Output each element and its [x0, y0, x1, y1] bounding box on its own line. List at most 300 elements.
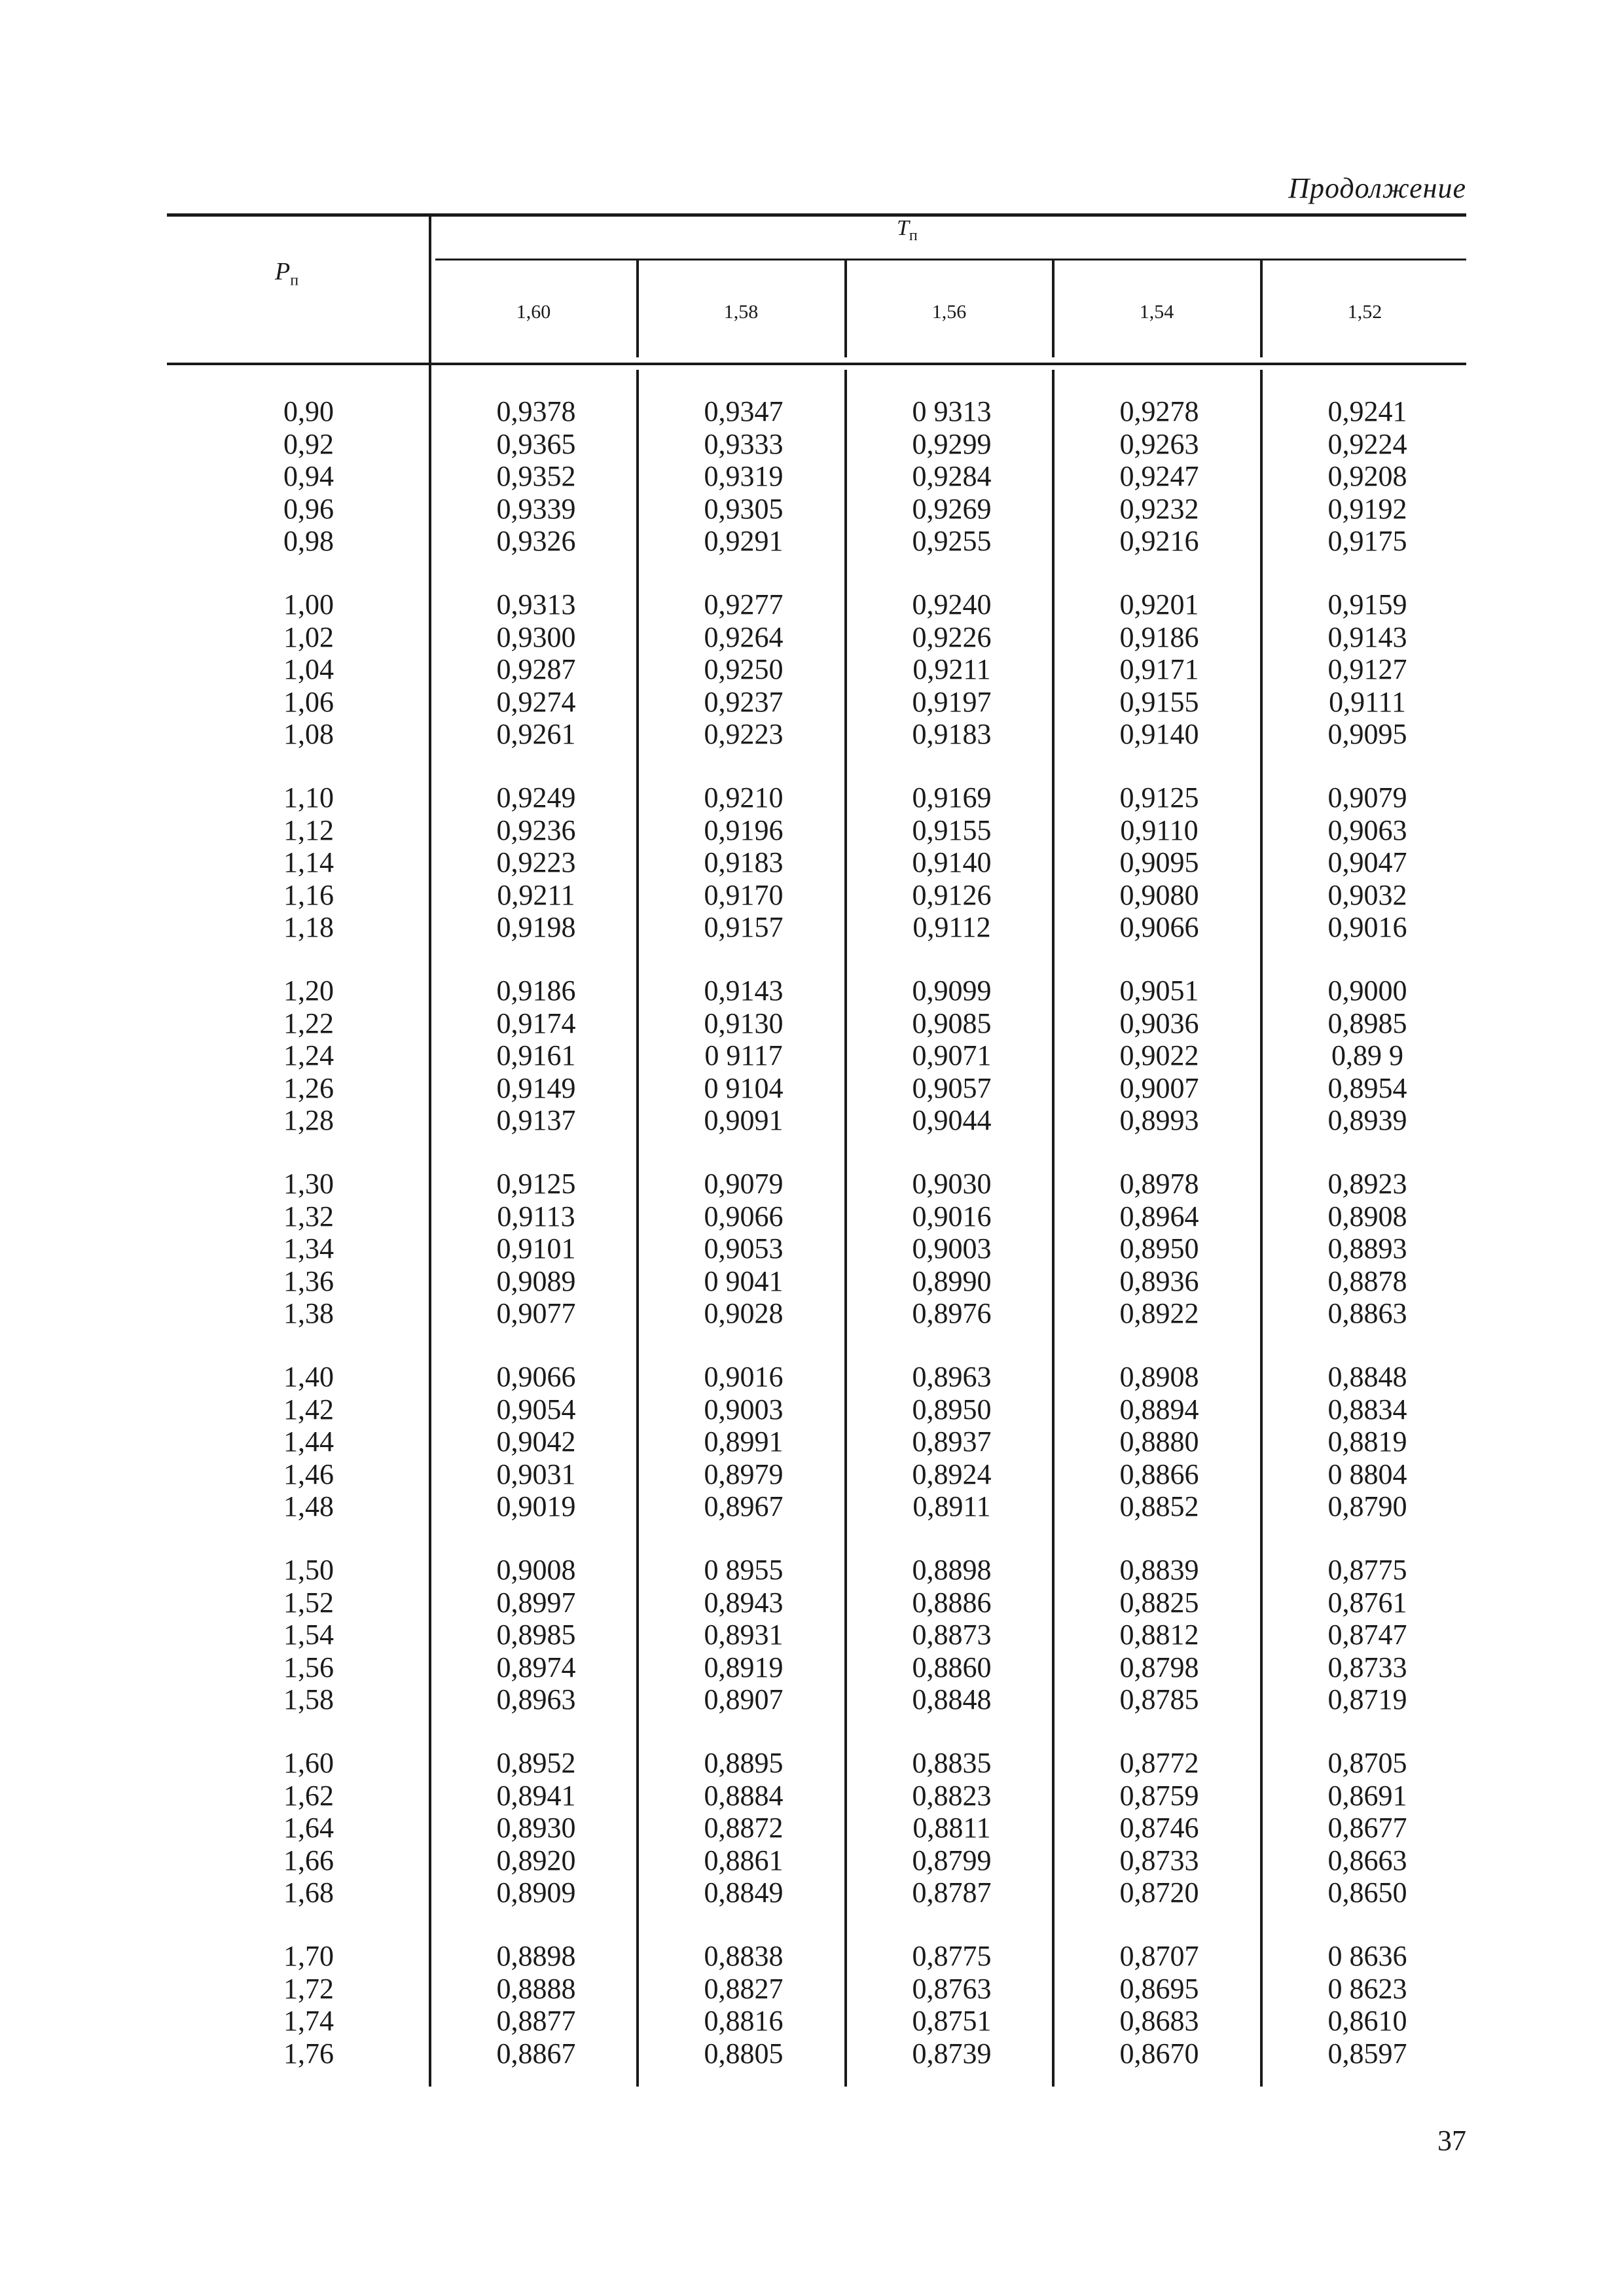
table-row	[0, 846, 1624, 879]
table-cell: 0,8763	[912, 1972, 992, 2005]
table-cell: 0,8941	[496, 1779, 576, 1812]
table-cell: 0,9099	[912, 975, 992, 1007]
table-cell: 0,9126	[912, 878, 992, 911]
table-cell: 0,8931	[704, 1619, 784, 1651]
table-cell: 0,9237	[704, 685, 784, 718]
column-divider	[636, 260, 639, 357]
table-cell: 0,8812	[1119, 1619, 1199, 1651]
table-cell: 0,8964	[1119, 1200, 1199, 1232]
table-cell: 0,8922	[1119, 1297, 1199, 1329]
pn-value: 1,30	[283, 1168, 334, 1200]
table-cell: 0,9174	[496, 1007, 576, 1039]
pn-value: 1,24	[283, 1039, 334, 1071]
table-cell: 0,8733	[1327, 1651, 1407, 1683]
table-cell: 0,9130	[704, 1007, 784, 1039]
table-cell: 0,9085	[912, 1007, 992, 1039]
table-cell: 0,8997	[496, 1586, 576, 1619]
table-cell: 0,9247	[1119, 460, 1199, 492]
table-row	[0, 1554, 1624, 1587]
row-group	[0, 1168, 1624, 1330]
pn-value: 1,20	[283, 975, 334, 1007]
table-cell: 0,8979	[704, 1458, 784, 1490]
table-cell: 0,8610	[1327, 2005, 1407, 2037]
table-cell: 0,9089	[496, 1265, 576, 1297]
pn-value: 1,48	[283, 1490, 334, 1522]
table-cell: 0,8866	[1119, 1458, 1199, 1490]
table-cell: 0,8849	[704, 1876, 784, 1909]
table-cell: 0,9143	[1327, 620, 1407, 653]
table-cell: 0,8705	[1327, 1747, 1407, 1779]
column-header-4: 1,54	[1139, 301, 1174, 323]
table-row	[0, 1265, 1624, 1298]
table-cell: 0,9339	[496, 492, 576, 525]
table-cell: 0,9079	[704, 1168, 784, 1200]
pn-value: 1,04	[283, 653, 334, 685]
table-cell: 0,8695	[1119, 1972, 1199, 2005]
table-row	[0, 1651, 1624, 1684]
row-group	[0, 781, 1624, 944]
table-cell: 0,8930	[496, 1812, 576, 1844]
pn-value: 1,62	[283, 1779, 334, 1812]
table-cell: 0 9041	[704, 1265, 784, 1297]
pn-value: 1,68	[283, 1876, 334, 1909]
table-cell: 0,9051	[1119, 975, 1199, 1007]
table-row	[0, 1232, 1624, 1265]
table-cell: 0,9347	[704, 395, 784, 427]
tn-subscript: п	[909, 226, 918, 244]
table-cell: 0,9278	[1119, 395, 1199, 427]
pn-value: 1,50	[283, 1554, 334, 1586]
pn-value: 0,92	[283, 427, 334, 460]
table-cell: 0,9044	[912, 1104, 992, 1136]
table-cell: 0,9125	[496, 1168, 576, 1200]
table-cell: 0,8878	[1327, 1265, 1407, 1297]
table-cell: 0,9170	[704, 878, 784, 911]
table-cell: 0,8761	[1327, 1586, 1407, 1619]
table-cell: 0,9101	[496, 1232, 576, 1265]
table-row	[0, 1940, 1624, 1973]
table-cell: 0,9263	[1119, 427, 1199, 460]
table-cell: 0,9378	[496, 395, 576, 427]
table-cell: 0,8867	[496, 2037, 576, 2070]
table-row	[0, 1007, 1624, 1040]
pn-value: 1,28	[283, 1104, 334, 1136]
table-cell: 0,9155	[912, 814, 992, 846]
table-row	[0, 686, 1624, 719]
table-row	[0, 525, 1624, 558]
table-cell: 0,9016	[912, 1200, 992, 1232]
table-cell: 0,8819	[1327, 1426, 1407, 1458]
table-cell: 0,8834	[1327, 1393, 1407, 1426]
pn-value: 1,60	[283, 1747, 334, 1779]
table-cell: 0,8811	[912, 1812, 991, 1844]
table-cell: 0 9313	[912, 395, 992, 427]
table-cell: 0,9313	[496, 588, 576, 620]
table-cell: 0,8739	[912, 2037, 992, 2070]
table-cell: 0,8894	[1119, 1393, 1199, 1426]
table-cell: 0,8911	[912, 1490, 991, 1522]
table-cell: 0,8895	[704, 1747, 784, 1779]
pn-value: 1,72	[283, 1972, 334, 2005]
table-cell: 0,8775	[912, 1940, 992, 1972]
table-row	[0, 1039, 1624, 1072]
table-cell: 0,8852	[1119, 1490, 1199, 1522]
table-cell: 0,9125	[1119, 781, 1199, 814]
table-cell: 0,8898	[496, 1940, 576, 1972]
table-cell: 0,9269	[912, 492, 992, 525]
pn-value: 0,96	[283, 492, 334, 525]
table-cell: 0,8954	[1327, 1071, 1407, 1104]
table-cell: 0,9112	[912, 911, 991, 943]
table-cell: 0,8860	[912, 1651, 992, 1683]
column-header-3: 1,56	[931, 301, 967, 323]
pn-value: 1,46	[283, 1458, 334, 1490]
table-cell: 0,9091	[704, 1104, 784, 1136]
table-cell: 0,8950	[912, 1393, 992, 1426]
table-row	[0, 1200, 1624, 1233]
table-cell: 0,9223	[496, 846, 576, 878]
continuation-label: Продолжение	[1288, 172, 1466, 204]
pn-value: 1,54	[283, 1619, 334, 1651]
table-cell: 0,8920	[496, 1844, 576, 1876]
table-cell: 0,8873	[912, 1619, 992, 1651]
table-cell: 0,8993	[1119, 1104, 1199, 1136]
table-row	[0, 975, 1624, 1007]
table-cell: 0,8823	[912, 1779, 992, 1812]
table-cell: 0,8985	[1327, 1007, 1407, 1039]
table-cell: 0,8720	[1119, 1876, 1199, 1909]
table-cell: 0,8863	[1327, 1297, 1407, 1329]
table-cell: 0,8967	[704, 1490, 784, 1522]
table-cell: 0,9053	[704, 1232, 784, 1265]
pn-value: 1,52	[283, 1586, 334, 1619]
table-row	[0, 395, 1624, 428]
tn-group-header	[897, 216, 918, 245]
table-cell: 0,9169	[912, 781, 992, 814]
table-cell: 0,8893	[1327, 1232, 1407, 1265]
table-cell: 0,9175	[1327, 525, 1407, 557]
table-cell: 0,8939	[1327, 1104, 1407, 1136]
table-cell: 0,9291	[704, 525, 784, 557]
pn-value: 1,76	[283, 2037, 334, 2070]
table-cell: 0,8978	[1119, 1168, 1199, 1200]
table-cell: 0,8683	[1119, 2005, 1199, 2037]
pn-value: 1,64	[283, 1812, 334, 1844]
table-cell: 0,9030	[912, 1168, 992, 1200]
table-row	[0, 781, 1624, 814]
table-cell: 0,9019	[496, 1490, 576, 1522]
row-group	[0, 975, 1624, 1137]
table-row	[0, 879, 1624, 912]
table-cell: 0,8747	[1327, 1619, 1407, 1651]
table-cell: 0,9333	[704, 427, 784, 460]
table-row	[0, 1458, 1624, 1491]
table-cell: 0,8677	[1327, 1812, 1407, 1844]
table-cell: 0,9047	[1327, 846, 1407, 878]
table-cell: 0,9036	[1119, 1007, 1199, 1039]
table-cell: 0,8798	[1119, 1651, 1199, 1683]
table-cell: 0 8623	[1327, 1972, 1407, 2005]
pn-value: 1,02	[283, 620, 334, 653]
table-cell: 0,8650	[1327, 1876, 1407, 1909]
pn-value: 1,14	[283, 846, 334, 878]
table-cell: 0,9186	[496, 975, 576, 1007]
table-cell: 0,8790	[1327, 1490, 1407, 1522]
pn-value: 1,06	[283, 685, 334, 718]
table-cell: 0,9003	[912, 1232, 992, 1265]
column-header-5: 1,52	[1347, 301, 1382, 323]
table-cell: 0,8772	[1119, 1747, 1199, 1779]
pn-value: 1,10	[283, 781, 334, 814]
pn-value: 1,70	[283, 1940, 334, 1972]
pn-column-header	[275, 257, 298, 290]
table-cell: 0,9042	[496, 1426, 576, 1458]
table-row	[0, 621, 1624, 654]
row-group	[0, 1361, 1624, 1523]
table-cell: 0,8707	[1119, 1940, 1199, 1972]
table-cell: 0,9197	[912, 685, 992, 718]
table-cell: 0,9079	[1327, 781, 1407, 814]
pn-value: 0,94	[283, 460, 334, 492]
table-cell: 0,8746	[1119, 1812, 1199, 1844]
table-cell: 0,8872	[704, 1812, 784, 1844]
pn-value: 1,44	[283, 1426, 334, 1458]
table-cell: 0 9117	[704, 1039, 783, 1071]
table-cell: 0,8775	[1327, 1554, 1407, 1586]
table-row	[0, 1619, 1624, 1651]
table-cell: 0,9008	[496, 1554, 576, 1586]
table-cell: 0,8597	[1327, 2037, 1407, 2070]
table-cell: 0,9319	[704, 460, 784, 492]
table-cell: 0,8936	[1119, 1265, 1199, 1297]
table-cell: 0,9016	[1327, 911, 1407, 943]
table-cell: 0 9104	[704, 1071, 784, 1104]
table-cell: 0,8825	[1119, 1586, 1199, 1619]
table-cell: 0,9287	[496, 653, 576, 685]
table-cell: 0,89 9	[1331, 1039, 1403, 1071]
table-cell: 0,9305	[704, 492, 784, 525]
table-row	[0, 1361, 1624, 1393]
pn-value: 1,58	[283, 1683, 334, 1715]
table-cell: 0,8909	[496, 1876, 576, 1909]
table-row	[0, 1683, 1624, 1716]
table-row	[0, 1812, 1624, 1844]
table-cell: 0,9137	[496, 1104, 576, 1136]
table-cell: 0,9216	[1119, 525, 1199, 557]
table-cell: 0,8848	[912, 1683, 992, 1715]
pn-value: 0,98	[283, 525, 334, 557]
pn-value: 1,40	[283, 1361, 334, 1393]
table-row	[0, 1168, 1624, 1200]
table-cell: 0,9063	[1327, 814, 1407, 846]
pn-value: 1,26	[283, 1071, 334, 1104]
table-row	[0, 718, 1624, 751]
table-cell: 0,9066	[496, 1361, 576, 1393]
table-cell: 0,8816	[704, 2005, 784, 2037]
table-row	[0, 1426, 1624, 1458]
table-row	[0, 493, 1624, 526]
table-cell: 0,9171	[1119, 653, 1199, 685]
table-cell: 0,9031	[496, 1458, 576, 1490]
table-cell: 0,9113	[497, 1200, 575, 1232]
table-cell: 0,9352	[496, 460, 576, 492]
table-cell: 0,8691	[1327, 1779, 1407, 1812]
table-cell: 0,9223	[704, 718, 784, 750]
tn-symbol: T	[897, 216, 909, 240]
pn-value: 1,74	[283, 2005, 334, 2037]
table-cell: 0,9240	[912, 588, 992, 620]
table-cell: 0,8963	[496, 1683, 576, 1715]
table-cell: 0,9066	[1119, 911, 1199, 943]
table-cell: 0,9143	[704, 975, 784, 1007]
table-cell: 0,9250	[704, 653, 784, 685]
column-divider	[1052, 260, 1055, 357]
table-row	[0, 2037, 1624, 2070]
table-cell: 0,8924	[912, 1458, 992, 1490]
table-cell: 0,8670	[1119, 2037, 1199, 2070]
table-cell: 0,8919	[704, 1651, 784, 1683]
table-cell: 0,8787	[912, 1876, 992, 1909]
table-row	[0, 814, 1624, 847]
table-cell: 0,9192	[1327, 492, 1407, 525]
table-cell: 0,8963	[912, 1361, 992, 1393]
table-cell: 0,8888	[496, 1972, 576, 2005]
table-cell: 0,9274	[496, 685, 576, 718]
pn-value: 1,66	[283, 1844, 334, 1876]
table-cell: 0,9300	[496, 620, 576, 653]
table-cell: 0,9140	[1119, 718, 1199, 750]
row-group	[0, 1747, 1624, 1909]
pn-value: 1,22	[283, 1007, 334, 1039]
table-row	[0, 1973, 1624, 2005]
table-cell: 0,9211	[912, 653, 991, 685]
table-cell: 0,9299	[912, 427, 992, 460]
table-cell: 0,8785	[1119, 1683, 1199, 1715]
table-cell: 0,9057	[912, 1071, 992, 1104]
table-cell: 0,8886	[912, 1586, 992, 1619]
table-cell: 0,9210	[704, 781, 784, 814]
table-row	[0, 1747, 1624, 1780]
table-cell: 0,9095	[1327, 718, 1407, 750]
row-group	[0, 588, 1624, 751]
table-cell: 0,8950	[1119, 1232, 1199, 1265]
table-cell: 0 8804	[1327, 1458, 1407, 1490]
table-cell: 0,9277	[704, 588, 784, 620]
pn-subscript: п	[290, 272, 299, 289]
table-cell: 0,9111	[1329, 685, 1406, 718]
pn-value: 1,34	[283, 1232, 334, 1265]
table-row	[0, 588, 1624, 621]
pn-value: 1,00	[283, 588, 334, 620]
table-row	[0, 1587, 1624, 1619]
table-cell: 0,9066	[704, 1200, 784, 1232]
table-cell: 0,9201	[1119, 588, 1199, 620]
table-cell: 0,9071	[912, 1039, 992, 1071]
table-cell: 0,9249	[496, 781, 576, 814]
table-cell: 0,9095	[1119, 846, 1199, 878]
table-cell: 0 8636	[1327, 1940, 1407, 1972]
table-cell: 0,9196	[704, 814, 784, 846]
table-cell: 0,9261	[496, 718, 576, 750]
table-cell: 0,9226	[912, 620, 992, 653]
pn-value: 1,56	[283, 1651, 334, 1683]
table-cell: 0,8974	[496, 1651, 576, 1683]
table-cell: 0,8907	[704, 1683, 784, 1715]
table-cell: 0,9155	[1119, 685, 1199, 718]
table-cell: 0,8877	[496, 2005, 576, 2037]
pn-value: 0,90	[283, 395, 334, 427]
pn-value: 1,12	[283, 814, 334, 846]
pn-value: 1,42	[283, 1393, 334, 1426]
row-group	[0, 395, 1624, 558]
table-cell: 0,8985	[496, 1619, 576, 1651]
table-cell: 0,9016	[704, 1361, 784, 1393]
table-row	[0, 1297, 1624, 1330]
column-divider	[844, 260, 847, 357]
table-cell: 0,9149	[496, 1071, 576, 1104]
table-cell: 0,9159	[1327, 588, 1407, 620]
table-cell: 0,9208	[1327, 460, 1407, 492]
table-cell: 0,8898	[912, 1554, 992, 1586]
column-header-2: 1,58	[723, 301, 759, 323]
table-row	[0, 1844, 1624, 1877]
table-cell: 0,8838	[704, 1940, 784, 1972]
table-cell: 0,9236	[496, 814, 576, 846]
table-cell: 0,9183	[704, 846, 784, 878]
table-cell: 0,9110	[1120, 814, 1199, 846]
table-cell: 0,8733	[1119, 1844, 1199, 1876]
table-row	[0, 653, 1624, 686]
table-cell: 0,9140	[912, 846, 992, 878]
table-row	[0, 2005, 1624, 2037]
table-cell: 0,9003	[704, 1393, 784, 1426]
table-cell: 0,9284	[912, 460, 992, 492]
table-cell: 0,9365	[496, 427, 576, 460]
table-cell: 0,8908	[1327, 1200, 1407, 1232]
table-cell: 0,9241	[1327, 395, 1407, 427]
table-cell: 0,9127	[1327, 653, 1407, 685]
table-cell: 0,8861	[704, 1844, 784, 1876]
pn-value: 1,08	[283, 718, 334, 750]
pn-value: 1,32	[283, 1200, 334, 1232]
table-cell: 0,9161	[496, 1039, 576, 1071]
table-row	[0, 1393, 1624, 1426]
table-cell: 0,8759	[1119, 1779, 1199, 1812]
table-cell: 0,8937	[912, 1426, 992, 1458]
table-cell: 0 8955	[704, 1554, 784, 1586]
pn-value: 1,36	[283, 1265, 334, 1297]
table-cell: 0,8991	[704, 1426, 784, 1458]
table-cell: 0,9186	[1119, 620, 1199, 653]
table-cell: 0,9183	[912, 718, 992, 750]
table-cell: 0,8908	[1119, 1361, 1199, 1393]
table-cell: 0,8884	[704, 1779, 784, 1812]
table-row	[0, 911, 1624, 944]
table-cell: 0,8663	[1327, 1844, 1407, 1876]
table-cell: 0,9007	[1119, 1071, 1199, 1104]
table-cell: 0,9028	[704, 1297, 784, 1329]
page-number: 37	[1437, 2125, 1466, 2157]
pn-symbol: P	[275, 258, 291, 285]
table-cell: 0,8805	[704, 2037, 784, 2070]
table-row	[0, 1104, 1624, 1137]
table-row	[0, 1780, 1624, 1812]
table-cell: 0,9022	[1119, 1039, 1199, 1071]
table-cell: 0,8990	[912, 1265, 992, 1297]
table-cell: 0,9232	[1119, 492, 1199, 525]
table-cell: 0,8943	[704, 1586, 784, 1619]
table-cell: 0,9032	[1327, 878, 1407, 911]
